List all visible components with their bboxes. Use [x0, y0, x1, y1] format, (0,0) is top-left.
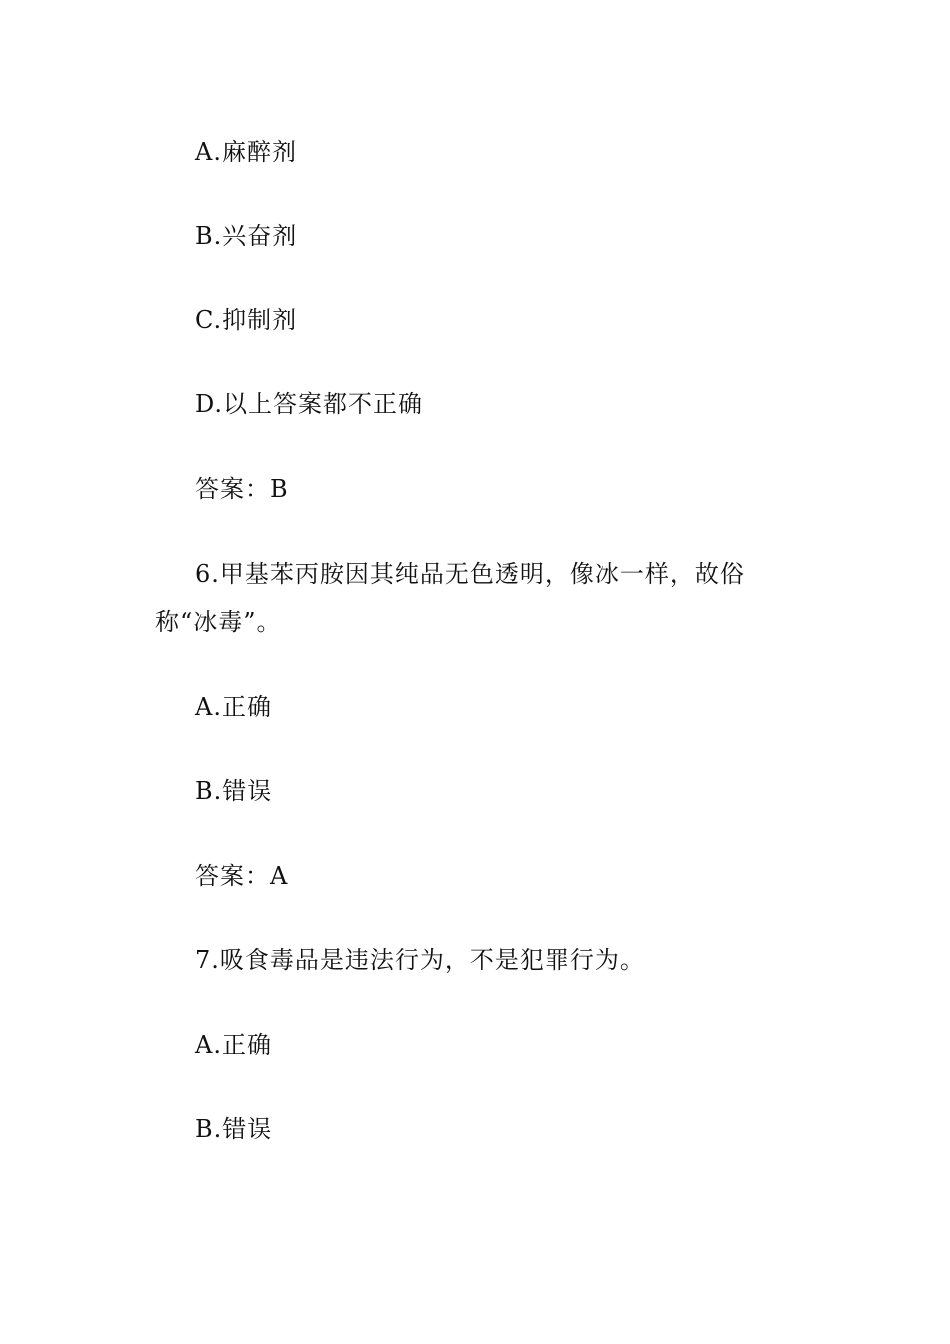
q7-option-b: B.错误	[195, 1115, 273, 1143]
q7-question: 7.吸食毒品是违法行为，不是犯罪行为。	[195, 946, 645, 974]
q7-option-a: A.正确	[195, 1031, 272, 1059]
q6-option-b: B.错误	[195, 777, 273, 805]
q6-option-a: A.正确	[195, 693, 272, 721]
q5-option-c: C.抑制剂	[195, 306, 298, 334]
q6-question: 6.甲基苯丙胺因其纯品无色透明，像冰一样，故俗称“冰毒”。	[155, 560, 745, 636]
q6-answer: 答案：A	[195, 862, 289, 890]
q5-option-a: A.麻醉剂	[195, 138, 297, 166]
q5-answer: 答案：B	[195, 475, 289, 503]
q5-option-b: B.兴奋剂	[195, 222, 298, 250]
q5-option-d: D.以上答案都不正确	[195, 390, 424, 418]
